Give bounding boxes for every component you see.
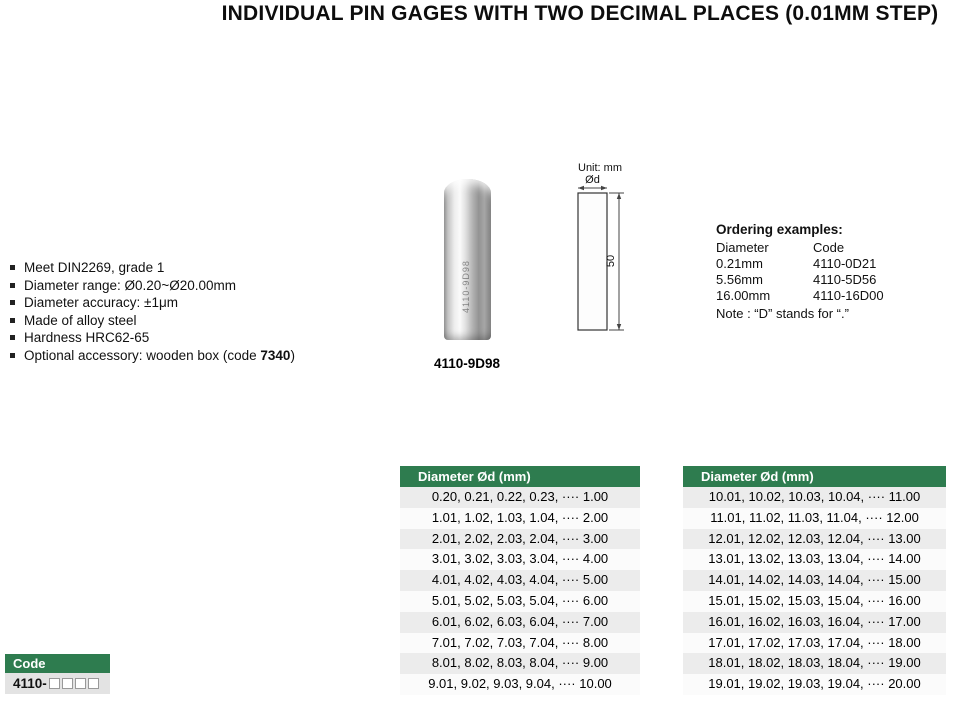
list-item bbox=[8, 312, 378, 330]
code-digit-box bbox=[88, 678, 99, 689]
feature-text: Hardness HRC62-65 bbox=[24, 330, 150, 345]
feature-code-bold: 7340 bbox=[260, 347, 291, 363]
table-row: 11.01, 11.02, 11.03, 11.04, ···· 12.00 bbox=[683, 508, 946, 529]
feature-text: Meet DIN2269, grade 1 bbox=[24, 260, 165, 275]
ordering-table bbox=[716, 240, 931, 304]
table-row: 7.01, 7.02, 7.03, 7.04, ···· 8.00 bbox=[400, 633, 640, 654]
square-bullet-icon bbox=[10, 335, 15, 340]
ordering-col-header: Diameter bbox=[716, 240, 769, 255]
table-row: 3.01, 3.02, 3.03, 3.04, ···· 4.00 bbox=[400, 549, 640, 570]
table-header: Diameter Ød (mm) bbox=[400, 466, 640, 487]
table-row: 5.01, 5.02, 5.03, 5.04, ···· 6.00 bbox=[400, 591, 640, 612]
technical-drawing bbox=[563, 155, 643, 340]
ordering-diameter: 0.21mm bbox=[716, 256, 763, 271]
diameter-table-1 bbox=[400, 466, 640, 695]
table-row: 17.01, 17.02, 17.03, 17.04, ···· 18.00 bbox=[683, 633, 946, 654]
square-bullet-icon bbox=[10, 318, 15, 323]
table-row: 6.01, 6.02, 6.03, 6.04, ···· 7.00 bbox=[400, 612, 640, 633]
code-pattern bbox=[5, 673, 110, 694]
ordering-title: Ordering examples: bbox=[716, 222, 843, 237]
code-digit-box bbox=[62, 678, 73, 689]
diameter-dim-label: Ød bbox=[585, 174, 600, 186]
table-row: 10.01, 10.02, 10.03, 10.04, ···· 11.00 bbox=[683, 487, 946, 508]
list-item bbox=[8, 277, 378, 295]
product-model-label: 4110-9D98 bbox=[433, 356, 501, 371]
ordering-code: 4110-16D00 bbox=[813, 288, 884, 303]
pin-cylinder bbox=[444, 179, 491, 340]
table-row: 8.01, 8.02, 8.03, 8.04, ···· 9.00 bbox=[400, 653, 640, 674]
square-bullet-icon bbox=[10, 300, 15, 305]
table-row: 1.01, 1.02, 1.03, 1.04, ···· 2.00 bbox=[400, 508, 640, 529]
square-bullet-icon bbox=[10, 353, 15, 358]
code-digit-box bbox=[75, 678, 86, 689]
table-row: 2.01, 2.02, 2.03, 2.04, ···· 3.00 bbox=[400, 529, 640, 550]
ordering-note: Note : “D” stands for “.” bbox=[716, 306, 849, 321]
list-item bbox=[8, 294, 378, 312]
table-row: 16.01, 16.02, 16.03, 16.04, ···· 17.00 bbox=[683, 612, 946, 633]
table-row: 13.01, 13.02, 13.03, 13.04, ···· 14.00 bbox=[683, 549, 946, 570]
table-row: 4.01, 4.02, 4.03, 4.04, ···· 5.00 bbox=[400, 570, 640, 591]
table-row: 12.01, 12.02, 12.03, 12.04, ···· 13.00 bbox=[683, 529, 946, 550]
page-title: INDIVIDUAL PIN GAGES WITH TWO DECIMAL PLACES (0.01MM STEP) bbox=[221, 2, 939, 25]
feature-text-part: ) bbox=[290, 347, 295, 363]
list-item bbox=[8, 329, 378, 347]
diameter-table-2 bbox=[683, 466, 946, 695]
arrowhead-up-icon bbox=[617, 193, 621, 199]
pin-profile-rect bbox=[578, 193, 607, 330]
ordering-code: 4110-5D56 bbox=[813, 272, 877, 287]
list-item bbox=[8, 347, 378, 365]
code-block bbox=[5, 654, 110, 694]
arrowhead-right-icon bbox=[601, 186, 607, 190]
feature-text: Diameter range: Ø0.20~Ø20.00mm bbox=[24, 277, 236, 293]
pin-marking-text: 4110-9D98 bbox=[461, 260, 471, 313]
table-row: 14.01, 14.02, 14.03, 14.04, ···· 15.00 bbox=[683, 570, 946, 591]
feature-text-part: Optional accessory: wooden box (code bbox=[24, 347, 261, 363]
ordering-diameter: 16.00mm bbox=[716, 288, 771, 303]
ordering-diameter: 5.56mm bbox=[716, 272, 763, 287]
arrowhead-left-icon bbox=[578, 186, 584, 190]
table-row: 19.01, 19.02, 19.03, 19.04, ···· 20.00 bbox=[683, 674, 946, 695]
square-bullet-icon bbox=[10, 283, 15, 288]
unit-label: Unit: mm bbox=[578, 162, 622, 174]
code-digit-box bbox=[49, 678, 60, 689]
table-row: 0.20, 0.21, 0.22, 0.23, ···· 1.00 bbox=[400, 487, 640, 508]
feature-text bbox=[24, 347, 295, 364]
ordering-col-header: Code bbox=[813, 240, 845, 255]
feature-text: Made of alloy steel bbox=[24, 312, 137, 328]
table-row: 9.01, 9.02, 9.03, 9.04, ···· 10.00 bbox=[400, 674, 640, 695]
ordering-code: 4110-0D21 bbox=[813, 256, 877, 271]
code-header: Code bbox=[5, 654, 110, 673]
arrowhead-down-icon bbox=[617, 324, 621, 330]
code-prefix: 4110- bbox=[13, 676, 47, 691]
table-row: 15.01, 15.02, 15.03, 15.04, ···· 16.00 bbox=[683, 591, 946, 612]
feature-list bbox=[8, 259, 378, 364]
square-bullet-icon bbox=[10, 265, 15, 270]
length-dim-label: 50 bbox=[605, 254, 617, 268]
pin-gage-photo bbox=[444, 179, 491, 340]
table-header: Diameter Ød (mm) bbox=[683, 466, 946, 487]
ordering-examples bbox=[716, 222, 931, 322]
table-row: 18.01, 18.02, 18.03, 18.04, ···· 19.00 bbox=[683, 653, 946, 674]
feature-text: Diameter accuracy: ±1μm bbox=[24, 295, 178, 310]
list-item bbox=[8, 259, 378, 277]
